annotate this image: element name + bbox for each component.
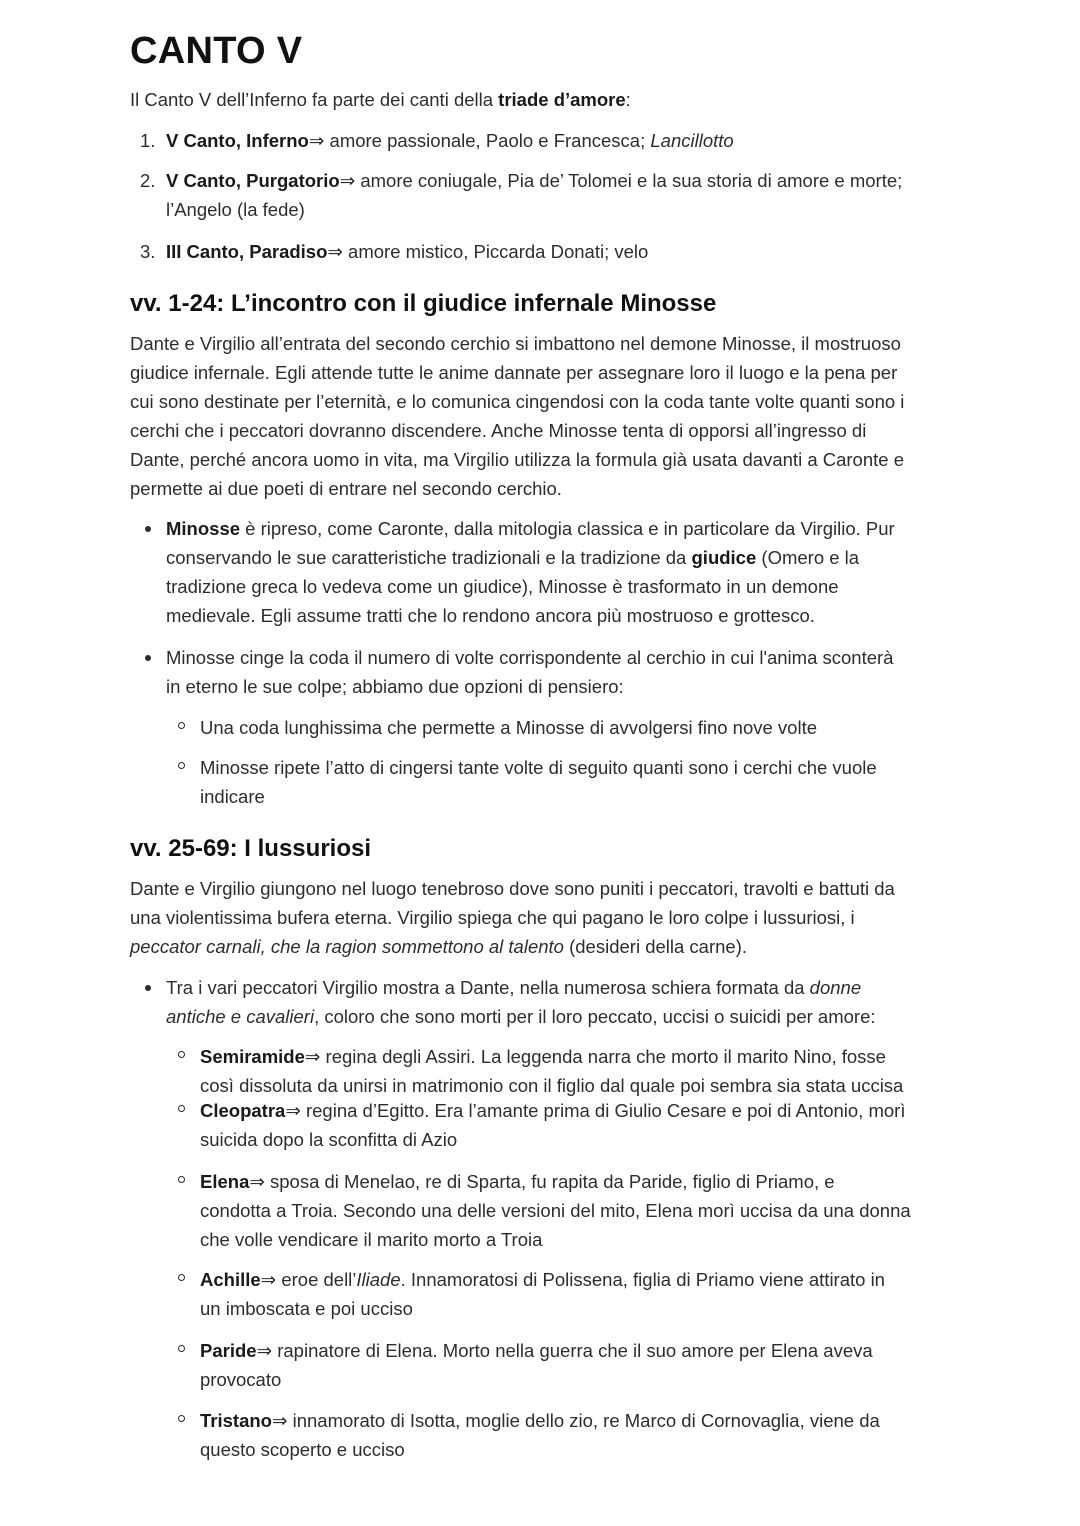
section-heading-lussuriosi: vv. 25-69: I lussuriosi (130, 835, 371, 862)
figure-name: Semiramide (200, 1046, 305, 1067)
arrow-icon: ⇒ (260, 1269, 277, 1290)
list-item (166, 237, 648, 266)
figure-name: Paride (200, 1340, 257, 1361)
figure-name: Tristano (200, 1410, 272, 1431)
figure-text: regina d’Egitto. Era l’amante prima di Giulio Cesare e poi di Antonio, morì (300, 1100, 906, 1121)
figure-line: così dissoluta da unirsi in matrimonio con il figlio dal quale poi sembra sia stata uccisa (200, 1075, 904, 1096)
arrow-icon: ⇒ (304, 1046, 321, 1067)
triad-title: V Canto, Purgatorio (166, 170, 340, 191)
sub-bullet-line: indicare (200, 786, 265, 807)
section-heading-minosse: vv. 1-24: L’incontro con il giudice infernale Minosse (130, 290, 717, 317)
figure-text: rapinatore di Elena. Morto nella guerra che il suo amore per Elena aveva (272, 1340, 873, 1361)
paragraph-line: cui sono destinate per l’eternità, e lo comunica cingendosi con la coda tante volte quanti sono i (130, 391, 905, 412)
arrow-icon: ⇒ (249, 1171, 265, 1192)
list-item (166, 166, 902, 195)
arrow-icon: ⇒ (339, 170, 356, 191)
triad-title: III Canto, Paradiso (166, 241, 328, 262)
arrow-icon: ⇒ (271, 1410, 288, 1431)
paragraph-text: (desideri della carne). (563, 936, 747, 957)
figure-text: regina degli Assiri. La leggenda narra che morto il marito Nino, fosse (320, 1046, 886, 1067)
bullet-icon (145, 526, 151, 532)
sub-bullet-icon (178, 1105, 185, 1112)
triad-number: 1. (140, 130, 156, 151)
arrow-icon: ⇒ (285, 1100, 301, 1121)
intro-paragraph (130, 85, 631, 114)
italic-quote: peccator carnali, che la ragion sommettono al talento (130, 936, 564, 957)
figure-text: sposa di Menelao, re di Sparta, fu rapita da Paride, figlio di Priamo, e (264, 1171, 835, 1192)
bullet-line: Minosse cinge la coda il numero di volte corrispondente al cerchio in cui l'anima sconterà (166, 647, 894, 668)
paragraph-line: cerchi che i peccatori dovranno discendere. Anche Minosse tenta di opporsi all’ingresso di (130, 420, 867, 441)
sub-bullet-line: Minosse ripete l’atto di cingersi tante volte di seguito quanti sono i cerchi che vuole (200, 757, 877, 778)
intro-text: Il Canto V dell’Inferno fa parte dei canti della (130, 89, 499, 110)
sub-bullet-icon (178, 1176, 185, 1183)
triad-number: 2. (140, 170, 156, 191)
italic-term: Iliade (356, 1269, 401, 1290)
bullet-text: conservando le sue caratteristiche tradizionali e la tradizione da (166, 547, 692, 568)
figure-line (200, 1167, 835, 1196)
bullet-icon (145, 655, 151, 661)
paragraph-line: Dante, perché ancora uomo in vita, ma Virgilio utilizza la formula già usata davanti a Caronte e (130, 449, 904, 470)
triad-text: amore mistico, Piccarda Donati; velo (342, 241, 649, 262)
bullet-text: è ripreso, come Caronte, dalla mitologia classica e in particolare da Virgilio. Pur (240, 518, 895, 539)
bullet-line (166, 514, 895, 543)
bullet-icon (145, 985, 151, 991)
arrow-icon: ⇒ (256, 1340, 273, 1361)
triad-text-line2: l’Angelo (la fede) (166, 199, 305, 220)
sub-bullet-icon (178, 1345, 185, 1352)
bullet-text: Tra i vari peccatori Virgilio mostra a Dante, nella numerosa schiera formata da (166, 977, 810, 998)
arrow-icon: ⇒ (327, 241, 343, 262)
bullet-line (166, 543, 859, 572)
paragraph-line: Dante e Virgilio all’entrata del secondo cerchio si imbattono nel demone Minosse, il mostruoso (130, 333, 901, 354)
bullet-line (166, 973, 861, 1002)
sub-bullet-icon (178, 1274, 185, 1281)
figure-line (200, 1336, 873, 1365)
bullet-text: (Omero e la (756, 547, 860, 568)
sub-bullet-line: Una coda lunghissima che permette a Minosse di avvolgersi fino nove volte (200, 717, 817, 738)
triad-text: amore passionale, Paolo e Francesca; (324, 130, 651, 151)
paragraph-line: Dante e Virgilio giungono nel luogo tenebroso dove sono puniti i peccatori, travolti e battuti da (130, 878, 895, 899)
figure-line (200, 1406, 880, 1435)
paragraph-line: giudice infernale. Egli attende tutte le anime dannate per assegnare loro il luogo e la pena per (130, 362, 898, 383)
bullet-line: in eterno le sue colpe; abbiamo due opzioni di pensiero: (166, 676, 624, 697)
triad-text: amore coniugale, Pia de’ Tolomei e la sua storia di amore e morte; (355, 170, 903, 191)
figure-text: innamorato di Isotta, moglie dello zio, re Marco di Cornovaglia, viene da (287, 1410, 880, 1431)
figure-line (200, 1042, 886, 1071)
intro-bold: triade d’amore (498, 89, 626, 110)
bullet-text: , coloro che sono morti per il loro peccato, uccisi o suicidi per amore: (314, 1006, 876, 1027)
figure-text: . Innamoratosi di Polissena, figlia di Priamo viene attirato in (400, 1269, 885, 1290)
figure-name: Achille (200, 1269, 261, 1290)
italic-term: antiche e cavalieri (166, 1006, 315, 1027)
figure-name: Cleopatra (200, 1100, 286, 1121)
intro-colon: : (625, 89, 631, 110)
bold-term: Minosse (166, 518, 241, 539)
figure-line (200, 1265, 885, 1294)
bold-term: giudice (691, 547, 757, 568)
figure-text: eroe dell’ (276, 1269, 357, 1290)
paragraph-line: permette ai due poeti di entrare nel secondo cerchio. (130, 478, 562, 499)
figure-line: suicida dopo la sconfitta di Azio (200, 1129, 458, 1150)
italic-term: donne (809, 977, 862, 998)
figure-line (200, 1096, 905, 1125)
page-title: CANTO V (130, 30, 303, 72)
paragraph-line (130, 932, 747, 961)
list-item (166, 126, 734, 155)
arrow-icon: ⇒ (308, 130, 325, 151)
bullet-line (166, 1002, 876, 1031)
sub-bullet-icon (178, 762, 185, 769)
bullet-line: medievale. Egli assume tratti che lo rendono ancora più mostruoso e grottesco. (166, 605, 815, 626)
paragraph-line: una violentissima bufera eterna. Virgilio spiega che qui pagano le loro colpe i lussuriosi, i (130, 907, 855, 928)
figure-line: un imboscata e poi ucciso (200, 1298, 413, 1319)
figure-line: condotta a Troia. Secondo una delle versioni del mito, Elena morì uccisa da una donna (200, 1200, 911, 1221)
sub-bullet-icon (178, 1415, 185, 1422)
figure-name: Elena (200, 1171, 250, 1192)
triad-number: 3. (140, 241, 156, 262)
figure-line: che volle vendicare il marito morto a Troia (200, 1229, 543, 1250)
figure-line: questo scoperto e ucciso (200, 1439, 405, 1460)
triad-title: V Canto, Inferno (166, 130, 309, 151)
sub-bullet-icon (178, 1051, 185, 1058)
triad-italic: Lancillotto (650, 130, 734, 151)
sub-bullet-icon (178, 722, 185, 729)
figure-line: provocato (200, 1369, 282, 1390)
bullet-line: tradizione greca lo vedeva come un giudice), Minosse è trasformato in un demone (166, 576, 839, 597)
